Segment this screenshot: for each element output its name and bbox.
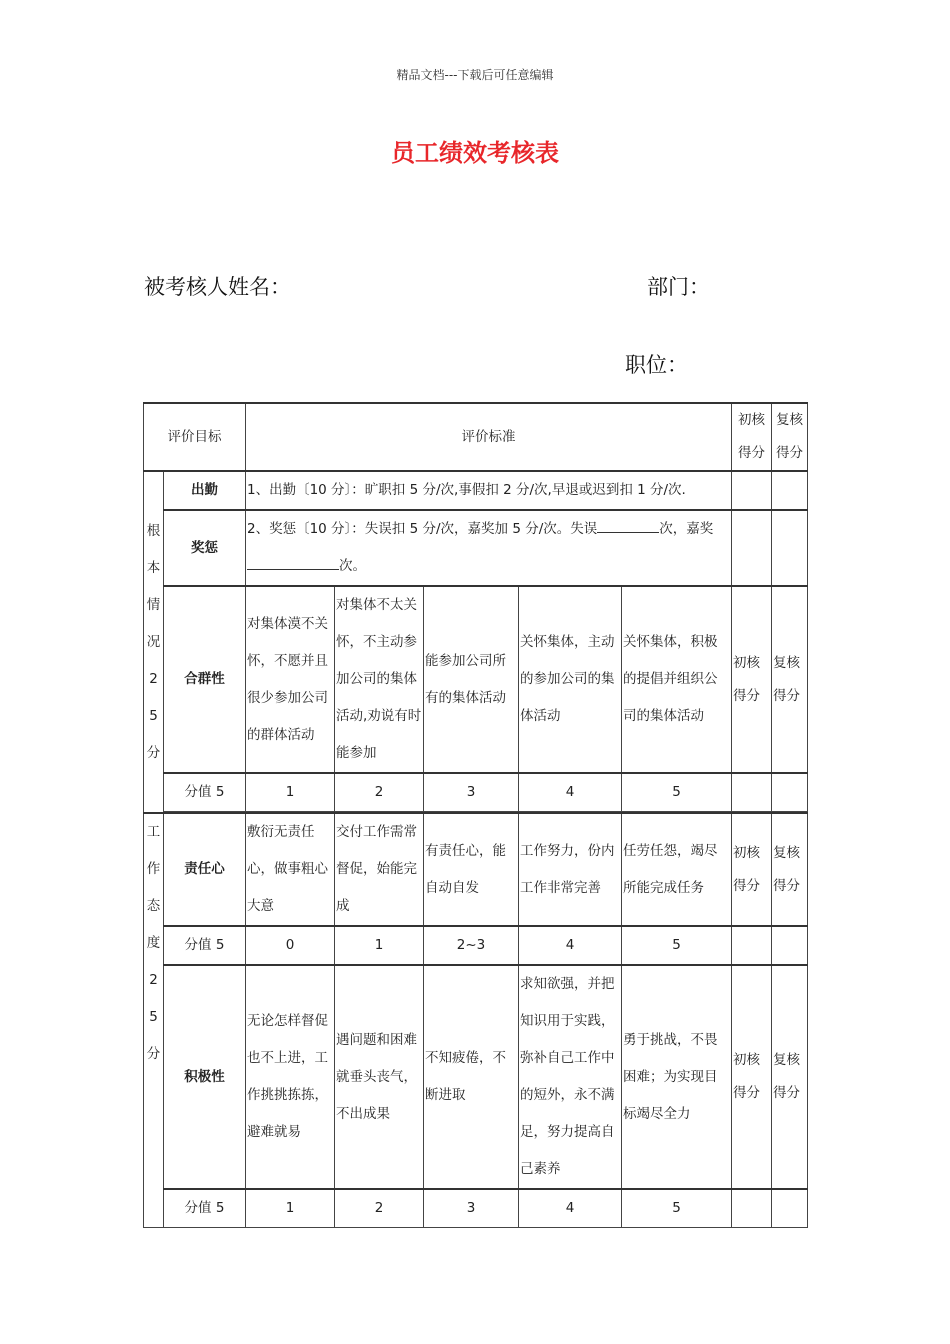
evaluation-table bbox=[143, 402, 808, 1228]
responsibility-score-2: 1 bbox=[335, 926, 424, 965]
header-note: 精品文档---下载后可任意编辑 bbox=[396, 68, 554, 82]
teamwork-level-4: 关怀集体，主动的参加公司的集体活动 bbox=[519, 586, 622, 773]
attendance-first-cell[interactable] bbox=[732, 471, 772, 510]
reward-rule: 2、奖惩〔10 分〕：失误扣 5 分/次，嘉奖加 5 分/次。失误 次，嘉奖次。 bbox=[246, 510, 732, 586]
teamwork-score-label: 分值 5 bbox=[164, 773, 246, 812]
responsibility-level-3: 有责任心，能自动自发 bbox=[424, 813, 519, 926]
reward-second-cell[interactable] bbox=[772, 510, 808, 586]
responsibility-label: 责任心 bbox=[164, 813, 246, 926]
section-basic bbox=[144, 471, 164, 813]
responsibility-level-4: 工作努力，份内工作非常完善 bbox=[519, 813, 622, 926]
teamwork-level-3: 能参加公司所有的集体活动 bbox=[424, 586, 519, 773]
initiative-level-1: 无论怎样督促也不上进，工作挑挑拣拣，避难就易 bbox=[246, 965, 335, 1189]
initiative-level-5: 勇于挑战，不畏困难；为实现目标竭尽全力 bbox=[622, 965, 732, 1189]
teamwork-label: 合群性 bbox=[164, 586, 246, 773]
header-standard: 评价标准 bbox=[246, 403, 732, 471]
initiative-score-label: 分值 5 bbox=[164, 1189, 246, 1228]
responsibility-score-5: 5 bbox=[622, 926, 732, 965]
initiative-label: 积极性 bbox=[164, 965, 246, 1189]
header-second-score: 复核得分 bbox=[772, 403, 808, 471]
responsibility-second-score[interactable]: 复核得分 bbox=[772, 813, 808, 926]
teamwork-score-2: 2 bbox=[335, 773, 424, 812]
responsibility-first-cell[interactable] bbox=[732, 926, 772, 965]
responsibility-score-3: 2~3 bbox=[424, 926, 519, 965]
responsibility-first-score[interactable]: 初核得分 bbox=[732, 813, 772, 926]
initiative-level-4: 求知欲强，并把知识用于实践，弥补自己工作中的短外，永不满足，努力提高自己素养 bbox=[519, 965, 622, 1189]
teamwork-level-5: 关怀集体，积极的提倡并组织公司的集体活动 bbox=[622, 586, 732, 773]
initiative-score-2: 2 bbox=[335, 1189, 424, 1228]
initiative-first-cell[interactable] bbox=[732, 1189, 772, 1228]
section-attitude bbox=[144, 813, 164, 1228]
teamwork-first-score[interactable]: 初核得分 bbox=[732, 586, 772, 773]
responsibility-score-4: 4 bbox=[519, 926, 622, 965]
teamwork-score-5: 5 bbox=[622, 773, 732, 812]
teamwork-level-2: 对集体不太关怀，不主动参加公司的集体活动,劝说有时能参加 bbox=[335, 586, 424, 773]
responsibility-level-2: 交付工作需常督促，始能完成 bbox=[335, 813, 424, 926]
responsibility-level-1: 敷衍无责任心，做事粗心大意 bbox=[246, 813, 335, 926]
attendance-second-cell[interactable] bbox=[772, 471, 808, 510]
responsibility-score-1: 0 bbox=[246, 926, 335, 965]
reward-count-blank[interactable] bbox=[247, 555, 339, 570]
teamwork-second-score[interactable]: 复核得分 bbox=[772, 586, 808, 773]
attendance-rule: 1、出勤〔10 分〕：旷职扣 5 分/次,事假扣 2 分/次,早退或迟到扣 1 分/次. bbox=[246, 471, 732, 510]
initiative-score-5: 5 bbox=[622, 1189, 732, 1228]
department-label: 部门： bbox=[647, 275, 710, 299]
section-attitude-text: 工 作 态 度 25 分 bbox=[146, 824, 161, 1062]
mistake-count-blank[interactable] bbox=[597, 518, 659, 533]
responsibility-level-5: 任劳任怨，竭尽所能完成任务 bbox=[622, 813, 732, 926]
header-target: 评价目标 bbox=[144, 403, 246, 471]
initiative-level-3: 不知疲倦，不断进取 bbox=[424, 965, 519, 1189]
initiative-level-2: 遇问题和困难就垂头丧气，不出成果 bbox=[335, 965, 424, 1189]
teamwork-level-1: 对集体漠不关怀，不愿并且很少参加公司的群体活动 bbox=[246, 586, 335, 773]
responsibility-second-cell[interactable] bbox=[772, 926, 808, 965]
responsibility-score-label: 分值 5 bbox=[164, 926, 246, 965]
initiative-first-score[interactable]: 初核得分 bbox=[732, 965, 772, 1189]
teamwork-score-3: 3 bbox=[424, 773, 519, 812]
header-first-score: 初核得分 bbox=[732, 403, 772, 471]
position-label: 职位： bbox=[625, 353, 688, 377]
teamwork-first-cell[interactable] bbox=[732, 773, 772, 812]
teamwork-score-1: 1 bbox=[246, 773, 335, 812]
initiative-score-3: 3 bbox=[424, 1189, 519, 1228]
name-label: 被考核人姓名： bbox=[144, 275, 291, 299]
reward-label: 奖惩 bbox=[164, 510, 246, 586]
teamwork-second-cell[interactable] bbox=[772, 773, 808, 812]
attendance-label: 出勤 bbox=[164, 471, 246, 510]
teamwork-score-4: 4 bbox=[519, 773, 622, 812]
section-basic-text: 根 本 情 况 25 分 bbox=[146, 522, 161, 761]
reward-first-cell[interactable] bbox=[732, 510, 772, 586]
initiative-second-score[interactable]: 复核得分 bbox=[772, 965, 808, 1189]
page-title: 员工绩效考核表 bbox=[391, 139, 559, 167]
initiative-score-1: 1 bbox=[246, 1189, 335, 1228]
initiative-second-cell[interactable] bbox=[772, 1189, 808, 1228]
initiative-score-4: 4 bbox=[519, 1189, 622, 1228]
